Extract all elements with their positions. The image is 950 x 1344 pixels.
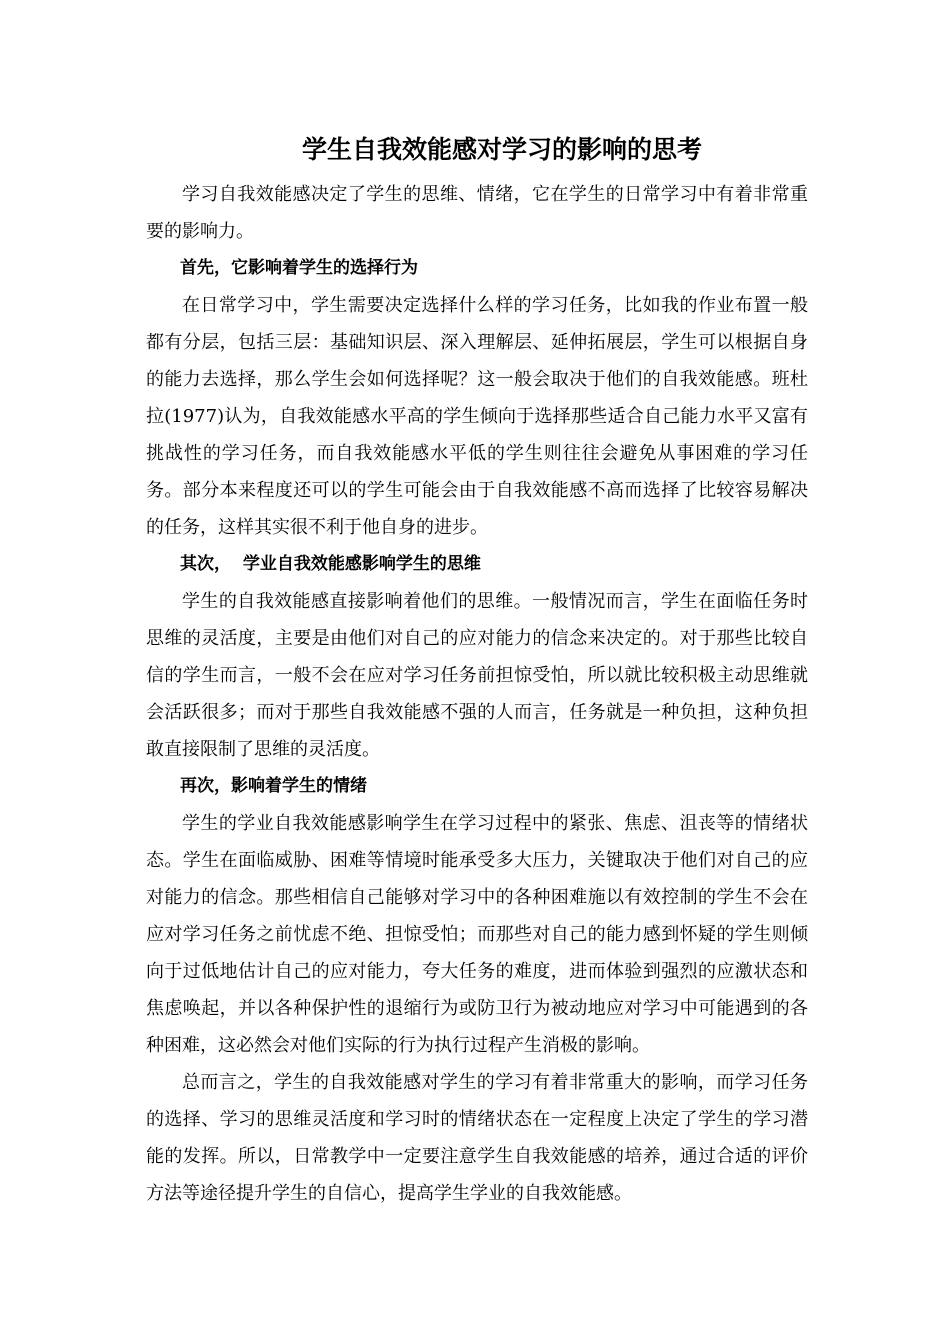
section-body-emotion: 学生的学业自我效能感影响学生在学习过程中的紧张、焦虑、沮丧等的情绪状态。学生在面临威胁、困难等情境时能承受多大压力，关键取决于他们对自己的应对能力的信念。那些相信自己能够对学习中的各种困难施以有效控制的学生不会在应对学习任务之前忧虑不绝、担惊受怕；而那些对自己的能力感到怀疑的学生则倾向于过低地估计自己的应对能力，夸大任务的难度，进而体验到强烈的应激状态和焦虑唤起，并以各种保护性的退缩行为或防卫行为被动地应对学习中可能遇到的各种困难，这必然会对他们实际的行为执行过程产生消极的影响。 <box>146 813 808 1056</box>
document-title: 学生自我效能感对学习的影响的思考 <box>301 135 702 164</box>
conclusion-paragraph: 总而言之，学生的自我效能感对学生的学习有着非常重大的影响，而学习任务的选择、学习的思维灵活度和学习时的情绪状态在一定程度上决定了学生的学习潜能的发挥。所以，日常教学中一定要注意学生自我效能感的培养，通过合适的评价方法等途径提升学生的自信心，提高学生学业的自我效能感。 <box>146 1072 808 1204</box>
section-body-choice: 在日常学习中，学生需要决定选择什么样的学习任务，比如我的作业布置一般都有分层，包括三层：基础知识层、深入理解层、延伸拓展层，学生可以根据自身的能力去选择，那么学生会如何选择呢？这一般会取决于他们的自我效能感。班杜拉(1977)认为，自我效能感水平高的学生倾向于选择那些适合自己能力水平又富有挑战性的学习任务，而自我效能感水平低的学生则往往会避免从事困难的学习任务。部分本来程度还可以的学生可能会由于自我效能感不高而选择了比较容易解决的任务，这样其实很不利于他自身的进步。 <box>146 295 808 538</box>
section-heading-thinking: 其次， 学业自我效能感影响学生的思维 <box>180 554 481 574</box>
section-heading-emotion: 再次，影响着学生的情绪 <box>180 776 367 796</box>
section-body-thinking: 学生的自我效能感直接影响着他们的思维。一般情况而言，学生在面临任务时思维的灵活度，主要是由他们对自己的应对能力的信念来决定的。对于那些比较自信的学生而言，一般不会在应对学习任务前担惊受怕，所以就比较积极主动思维就会活跃很多；而对于那些自我效能感不强的人而言，任务就是一种负担，这种负担敢直接限制了思维的灵活度。 <box>146 591 808 760</box>
document-page <box>146 130 808 1212</box>
section-heading-choice: 首先，它影响着学生的选择行为 <box>180 258 418 278</box>
intro-paragraph: 学习自我效能感决定了学生的思维、情绪，它在学生的日常学习中有着非常重要的影响力。 <box>146 184 808 242</box>
